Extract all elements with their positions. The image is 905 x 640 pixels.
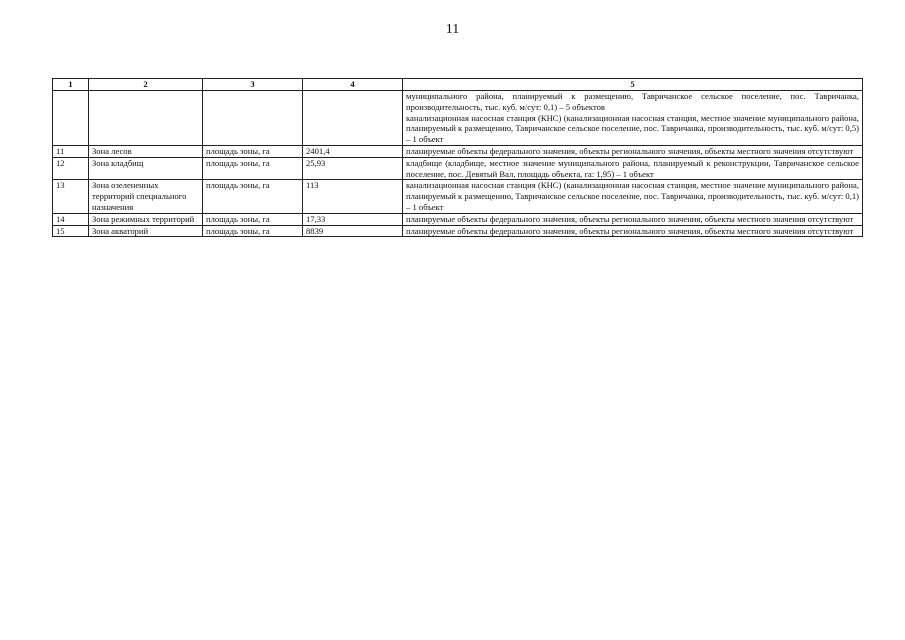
column-header: 2	[89, 79, 203, 91]
row-number: 15	[53, 225, 89, 237]
table-row	[53, 180, 863, 213]
zone-objects	[403, 225, 863, 237]
zone-indicator: площадь зоны, га	[203, 225, 303, 237]
zone-name	[89, 91, 203, 146]
zone-objects	[403, 91, 863, 146]
zone-indicator: площадь зоны, га	[203, 145, 303, 157]
table-row	[53, 91, 863, 146]
zone-objects	[403, 145, 863, 157]
table-row	[53, 213, 863, 225]
zone-value: 8839	[303, 225, 403, 237]
zone-objects	[403, 180, 863, 213]
zone-value: 17,33	[303, 213, 403, 225]
zone-name: Зона озелененных территорий специального назначения	[89, 180, 203, 213]
column-header: 1	[53, 79, 89, 91]
column-header: 3	[203, 79, 303, 91]
table-row	[53, 157, 863, 180]
zones-table	[52, 78, 863, 237]
column-header: 5	[403, 79, 863, 91]
zone-value: 25,93	[303, 157, 403, 180]
table-row	[53, 145, 863, 157]
row-number: 14	[53, 213, 89, 225]
page-number: 11	[445, 22, 460, 37]
object-description: канализационная насосная станция (КНС) (канализационная насосная станция, местное значение муниципального района, планируемый к размещению, Тавричанское сельское поселение, пос. Тавричанка, производительность, тыс. куб. м/сут: 0,1) – 1 объект	[406, 180, 859, 212]
zone-name: Зона акваторий	[89, 225, 203, 237]
object-description: планируемые объекты федерального значения, объекты регионального значения, объекты местного значения отсутствуют	[406, 145, 854, 156]
zone-indicator: площадь зоны, га	[203, 213, 303, 225]
zone-name: Зона кладбищ	[89, 157, 203, 180]
row-number: 11	[53, 145, 89, 157]
zone-value: 113	[303, 180, 403, 213]
column-header: 4	[303, 79, 403, 91]
zone-indicator	[203, 91, 303, 146]
object-description: планируемые объекты федерального значения, объекты регионального значения, объекты местного значения отсутствуют	[406, 213, 854, 224]
zone-objects	[403, 157, 863, 180]
zone-name: Зона лесов	[89, 145, 203, 157]
object-description: кладбище (кладбище, местное значение муниципального района, планируемый к реконструкции, Тавричанское сельское поселение, пос. Девятый Вал, площадь объекта, га: 1,95) – 1 объект	[406, 157, 859, 179]
zone-value: 2401,4	[303, 145, 403, 157]
zone-indicator: площадь зоны, га	[203, 157, 303, 180]
table-header-row	[53, 79, 863, 91]
zone-indicator: площадь зоны, га	[203, 180, 303, 213]
object-description: канализационная насосная станция (КНС) (канализационная насосная станция, местное значение муниципального района, планируемый к размещению, Тавричанское сельское поселение, пос. Тавричанка, производительность, тыс. куб. м/сут: 0,5) – 1 объект	[406, 112, 859, 145]
row-number	[53, 91, 89, 146]
zone-objects	[403, 213, 863, 225]
table-row	[53, 225, 863, 237]
object-description: планируемые объекты федерального значения, объекты регионального значения, объекты местного значения отсутствуют	[406, 225, 854, 236]
row-number: 13	[53, 180, 89, 213]
row-number: 12	[53, 157, 89, 180]
zone-value	[303, 91, 403, 146]
object-description: муниципального района, планируемый к размещению, Тавричанское сельское поселение, пос. Тавричанка, производительность, тыс. куб. м/сут: 0,1) – 5 объектов	[406, 91, 859, 112]
zone-name: Зона режимных территорий	[89, 213, 203, 225]
